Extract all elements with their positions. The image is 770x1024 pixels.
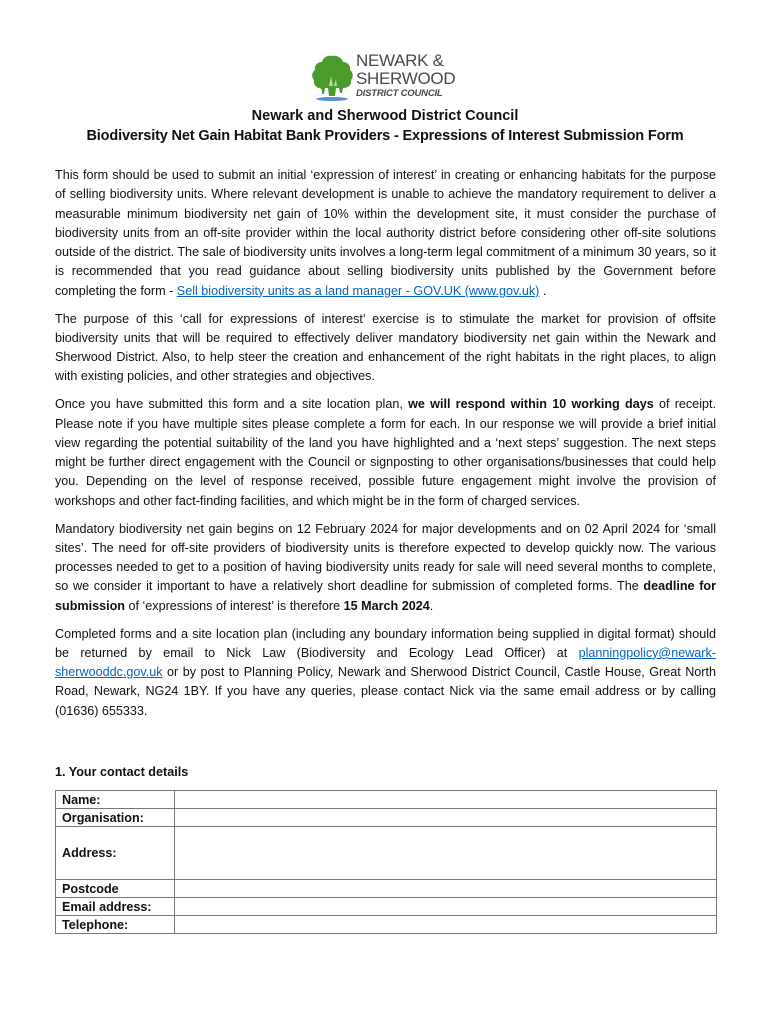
paragraph-response (55, 395, 716, 511)
address-field[interactable] (175, 827, 717, 880)
telephone-value[interactable] (181, 916, 710, 933)
table-row (56, 898, 717, 916)
paragraph-text: or by post to Planning Policy, Newark and Sherwood District Council, Castle House, Great North Road, Newark, NG24 1BY. If you have any queries, please contact Nick via the same email address or by calling (01636) 655333. (55, 665, 716, 718)
postcode-value[interactable] (181, 880, 710, 897)
paragraph-text: . (539, 283, 547, 298)
email-address-field[interactable] (175, 898, 717, 916)
postcode-field[interactable] (175, 880, 717, 898)
paragraph-text: of receipt. Please note if you have multiple sites please complete a form for each. In our response we will provide a brief initial view regarding the potential suitability of the land you have highlighted and a ‘next steps’ suggestion. The next steps might be further direct engagement with the Council or signposting to other organisations/businesses that could help you. Depending on the level of response received, possible future engagement might involve the provision of workshops and other fact-finding facilities, and which might be in the form of charged services. (55, 397, 716, 508)
organisation-field[interactable] (175, 809, 717, 827)
page-title: Newark and Sherwood District Council (251, 108, 519, 124)
deadline-date: 15 March 2024 (343, 598, 430, 613)
table-row (56, 827, 717, 880)
address-label: Address: (56, 827, 175, 880)
name-value[interactable] (181, 791, 710, 808)
organisation-label: Organisation: (56, 809, 175, 827)
organisation-value[interactable] (181, 809, 710, 826)
paragraph-deadline (55, 520, 716, 616)
form-title: Biodiversity Net Gain Habitat Bank Providers - Expressions of Interest Submission Form (86, 128, 684, 144)
table-row (56, 880, 717, 898)
paragraph-text: This form should be used to submit an initial ‘expression of interest’ in creating or enhancing habitats for the purpose of selling biodiversity units. Where relevant development is unable to achieve the mandatory requirement to deliver a measurable minimum biodiversity net gain of 10% within the development site, it must consider the purchase of biodiversity units from an off-site provider within the local authority district before considering other off-site solutions outside of the district. The sale of biodiversity units involves a long-term legal commitment of a minimum 30 years, so it is recommended that you read guidance about selling biodiversity units published by the Government before completing the form - (55, 168, 716, 298)
email-address-value[interactable] (181, 898, 710, 915)
name-field[interactable] (175, 791, 717, 809)
table-row (56, 809, 717, 827)
logo-text-line3: DISTRICT COUNCIL (356, 88, 443, 99)
paragraph-intro (55, 166, 716, 301)
response-time-emphasis: we will respond within 10 working days (408, 397, 654, 412)
intro-text (55, 166, 716, 730)
table-row (56, 791, 717, 809)
email-link[interactable]: planningpolicy@newark-sherwooddc.gov.uk (55, 645, 716, 680)
paragraph-text: Mandatory biodiversity net gain begins on 12 February 2024 for major developments and on 02 April 2024 for ‘small sites’. The need for off-site providers of biodiversity units is therefore expected to develop quickly now. The various processes needed to get to a position of having biodiversity units ready for sale will need several months to complete, so we consider it important to have a relatively short deadline for submission of completed forms. The (55, 521, 716, 594)
logo-text-line2: SHERWOOD (356, 69, 456, 88)
email-address-label: Email address: (56, 898, 175, 916)
govuk-guidance-link[interactable]: Sell biodiversity units as a land manager - GOV.UK (www.gov.uk) (176, 283, 540, 298)
paragraph-text: . (429, 598, 434, 613)
paragraph-text: Completed forms and a site location plan (including any boundary information being supplied in digital format) should be returned by email to Nick Law (Biodiversity and Ecology Lead Officer) at (55, 626, 716, 660)
section-heading-contact-details: 1. Your contact details (55, 765, 189, 779)
telephone-field[interactable] (175, 916, 717, 934)
paragraph-text: Once you have submitted this form and a site location plan, (55, 397, 409, 412)
table-row (56, 916, 717, 934)
address-value[interactable] (181, 827, 710, 879)
contact-details-table (55, 790, 717, 934)
paragraph-purpose: The purpose of this ‘call for expressions of interest’ exercise is to stimulate the market for provision of offsite biodiversity units that will be required to effectively deliver mandatory biodiversity net gain within the Newark and Sherwood District. Also, to help steer the creation and enhancement of the right habitats in the right places, to align with existing policies, and other strategies and objectives. (55, 311, 716, 384)
paragraph-submission (55, 625, 716, 721)
name-label: Name: (56, 791, 175, 809)
paragraph-text: of ‘expressions of interest’ is therefore (124, 598, 344, 613)
council-logo (310, 52, 470, 104)
tree-icon (310, 52, 356, 104)
deadline-emphasis: deadline for submission (55, 579, 716, 613)
telephone-label: Telephone: (56, 916, 175, 934)
postcode-label: Postcode (56, 880, 175, 898)
logo-text-line1: NEWARK & (356, 51, 444, 70)
